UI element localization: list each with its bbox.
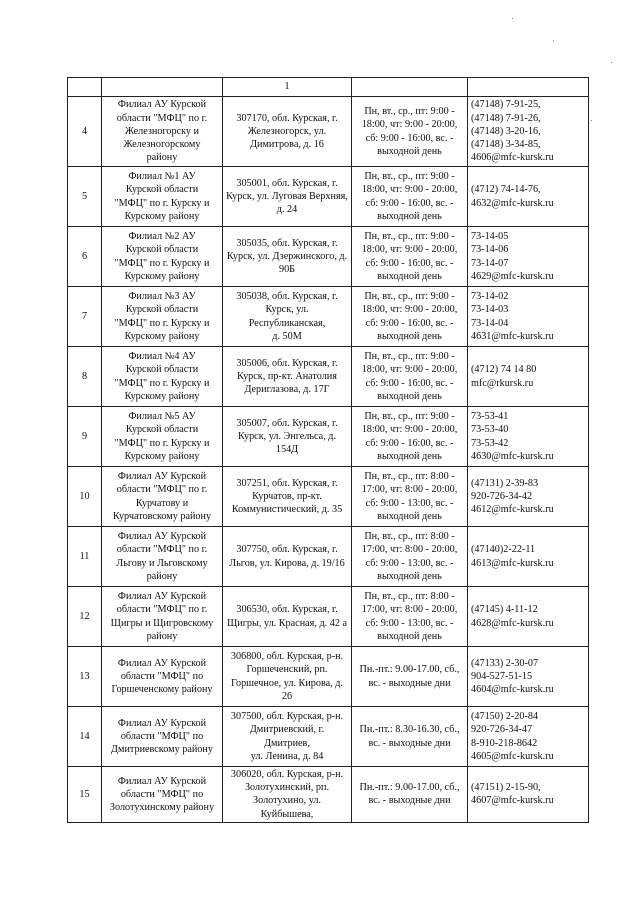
row-number: 10 <box>79 490 90 502</box>
branch-address-cell <box>223 97 352 167</box>
branch-address: 305001, обл. Курская, г. Курск, ул. Луговая Верхняя, д. 24 <box>226 177 348 216</box>
branch-contacts: 73-53-41 73-53-40 73-53-42 4630@mfc-kursk.ru <box>471 411 554 462</box>
branch-contacts: 73-14-02 73-14-03 73-14-04 4631@mfc-kursk.ru <box>471 291 554 342</box>
branch-address-cell <box>223 227 352 287</box>
branch-name-cell <box>102 647 223 707</box>
branch-contacts-cell <box>468 167 589 227</box>
branch-name-cell <box>102 707 223 767</box>
row-number-cell <box>68 467 102 527</box>
branch-name: Филиал АУ Курской области "МФЦ" по г. Железногорску и Железногорскому району <box>116 99 208 164</box>
branch-contacts: (47133) 2-30-07 904-527-51-15 4604@mfc-kursk.ru <box>471 657 554 696</box>
working-hours-cell <box>352 707 468 767</box>
branch-name: Филиал АУ Курской области "МФЦ" по Дмитриевскому району <box>111 717 213 756</box>
branch-address: 306530, обл. Курская, г. Щигры, ул. Красная, д. 42 а <box>227 604 347 629</box>
branch-contacts: (47131) 2-39-83 920-726-34-42 4612@mfc-kursk.ru <box>471 477 554 516</box>
branch-name-cell <box>102 467 223 527</box>
branch-name-cell <box>102 527 223 587</box>
working-hours-cell <box>352 647 468 707</box>
working-hours-cell <box>352 467 468 527</box>
table-row <box>68 707 589 767</box>
branch-name: Филиал АУ Курской области "МФЦ" по Золотухинскому району <box>109 775 215 813</box>
working-hours: Пн, вт., ср., пт: 9:00 - 18:00, чт: 9:00 - 20:00, сб: 9:00 - 16:00, вс. - выходной день <box>361 291 458 342</box>
working-hours-cell <box>352 587 468 647</box>
working-hours-cell <box>352 527 468 587</box>
working-hours: Пн.-пт.: 8.30-16.30, сб., вс. - выходные дни <box>359 724 460 749</box>
branch-contacts-cell <box>468 467 589 527</box>
working-hours-cell <box>352 767 468 823</box>
branch-name: Филиал АУ Курской области "МФЦ" по г. Льгову и Льговскому району <box>116 531 208 582</box>
row-number: 9 <box>81 430 88 442</box>
branch-name-cell <box>102 287 223 347</box>
row-number: 14 <box>79 730 90 742</box>
row-number-cell <box>68 227 102 287</box>
branch-name-cell <box>102 587 223 647</box>
row-number-cell <box>68 767 102 823</box>
branch-contacts: 73-14-05 73-14-06 73-14-07 4629@mfc-kursk.ru <box>471 231 554 282</box>
table-row <box>68 767 589 823</box>
row-number: 11 <box>79 550 90 562</box>
branch-contacts-cell <box>468 97 589 167</box>
branch-contacts-cell <box>468 587 589 647</box>
row-number-cell <box>68 587 102 647</box>
working-hours: Пн, вт., ср., пт: 8:00 - 17:00, чт: 8:00 - 20:00, сб: 9:00 - 13:00, вс. - выходной день <box>361 471 458 522</box>
branch-address-cell <box>223 707 352 767</box>
branch-name: Филиал №2 АУ Курской области "МФЦ" по г. Курску и Курскому району <box>114 231 210 282</box>
table-row <box>68 347 589 407</box>
branch-address: 305007, обл. Курская, г. Курск, ул. Энгельса, д. 154Д <box>236 417 338 456</box>
branch-address-cell <box>223 407 352 467</box>
table-row <box>68 167 589 227</box>
working-hours: Пн.-пт.: 9.00-17.00, сб., вс. - выходные дни <box>359 664 460 689</box>
working-hours-cell <box>352 97 468 167</box>
header-cell-index: 1 <box>223 78 352 97</box>
branch-contacts-cell <box>468 767 589 823</box>
branch-address: 307500, обл. Курская, р-н. Дмитриевский, г. Дмитриев, ул. Ленина, д. 84 <box>230 711 344 762</box>
branch-name-cell <box>102 167 223 227</box>
branch-name: Филиал №1 АУ Курской области "МФЦ" по г. Курску и Курскому району <box>114 171 210 222</box>
table-row <box>68 587 589 647</box>
branch-contacts-cell <box>468 227 589 287</box>
row-number-cell <box>68 527 102 587</box>
branch-contacts: (47145) 4-11-12 4628@mfc-kursk.ru <box>471 604 554 629</box>
branch-address: 307750, обл. Курская, г. Льгов, ул. Кирова, д. 19/16 <box>229 544 345 569</box>
header-cell-empty-3 <box>352 78 468 97</box>
branch-name: Филиал АУ Курской области "МФЦ" по г. Курчатову и Курчатовскому району <box>112 471 212 522</box>
mfc-branches-table <box>67 77 589 823</box>
branch-name: Филиал АУ Курской области "МФЦ" по Горшеченскому району <box>111 657 213 696</box>
row-number-cell <box>68 167 102 227</box>
working-hours-cell <box>352 407 468 467</box>
row-number: 13 <box>79 670 90 682</box>
table-row <box>68 407 589 467</box>
branch-name-cell <box>102 347 223 407</box>
row-number: 7 <box>81 310 88 322</box>
table-row <box>68 527 589 587</box>
branch-address: 307251, обл. Курская, г. Курчатов, пр-кт. Коммунистический, д. 35 <box>231 477 343 516</box>
working-hours: Пн, вт., ср., пт: 9:00 - 18:00, чт: 9:00 - 20:00, сб: 9:00 - 16:00, вс. - выходной день <box>361 411 458 462</box>
branch-name: Филиал АУ Курской области "МФЦ" по г. Щигры и Щигровскому району <box>110 591 214 642</box>
branch-name-cell <box>102 767 223 823</box>
branch-name-cell <box>102 407 223 467</box>
table-row <box>68 227 589 287</box>
branch-contacts: (47151) 2-15-90, 4607@mfc-kursk.ru <box>471 782 554 807</box>
row-number: 5 <box>81 190 88 202</box>
working-hours-cell <box>352 227 468 287</box>
branch-address-cell <box>223 467 352 527</box>
branch-contacts: (4712) 74-14-76, 4632@mfc-kursk.ru <box>471 184 554 209</box>
working-hours: Пн.-пт.: 9.00-17.00, сб., вс. - выходные дни <box>359 782 460 807</box>
branch-address-cell <box>223 647 352 707</box>
table-row <box>68 647 589 707</box>
branch-name: Филиал №5 АУ Курской области "МФЦ" по г. Курску и Курскому району <box>114 411 210 462</box>
branch-contacts-cell <box>468 707 589 767</box>
branch-contacts: (47140)2-22-11 4613@mfc-kursk.ru <box>471 544 554 569</box>
table-row <box>68 467 589 527</box>
branch-address-cell <box>223 287 352 347</box>
branch-address: 305038, обл. Курская, г. Курск, ул. Республиканская, д. 50М <box>236 291 338 342</box>
branch-contacts-cell <box>468 527 589 587</box>
branch-contacts-cell <box>468 347 589 407</box>
branch-address-cell <box>223 587 352 647</box>
branch-address-cell <box>223 527 352 587</box>
working-hours-cell <box>352 287 468 347</box>
branch-address: 305035, обл. Курская, г. Курск, ул. Дзержинского, д. 90Б <box>226 237 348 276</box>
row-number-cell <box>68 97 102 167</box>
row-number-cell <box>68 647 102 707</box>
table-row <box>68 287 589 347</box>
branch-contacts-cell <box>468 287 589 347</box>
branch-contacts: (4712) 74 14 80 mfc@rkursk.ru <box>471 364 537 389</box>
row-number-cell <box>68 707 102 767</box>
working-hours: Пн, вт., ср., пт: 9:00 - 18:00, чт: 9:00 - 20:00, сб: 9:00 - 16:00, вс. - выходной день <box>361 231 458 282</box>
row-number-cell <box>68 347 102 407</box>
branch-name-cell <box>102 227 223 287</box>
working-hours: Пн, вт., ср., пт: 9:00 - 18:00, чт: 9:00 - 20:00, сб: 9:00 - 16:00, вс. - выходной день <box>361 171 458 222</box>
row-number: 8 <box>81 370 88 382</box>
header-cell-empty-1 <box>68 78 102 97</box>
header-cell-empty-4 <box>468 78 589 97</box>
table-header-row <box>68 78 589 97</box>
working-hours: Пн, вт., ср., пт: 8:00 - 17:00, чт: 8:00 - 20:00, сб: 9:00 - 13:00, вс. - выходной день <box>361 591 458 642</box>
branch-name: Филиал №4 АУ Курской области "МФЦ" по г. Курску и Курскому району <box>114 351 210 402</box>
working-hours: Пн, вт., ср., пт: 9:00 - 18:00, чт: 9:00 - 20:00, сб: 9:00 - 16:00, вс. - выходной день <box>361 106 458 157</box>
branch-address-cell <box>223 767 352 823</box>
branch-address: 307170, обл. Курская, г. Железногорск, ул. Димитрова, д. 16 <box>236 112 338 151</box>
working-hours-cell <box>352 347 468 407</box>
working-hours-cell <box>352 167 468 227</box>
table-row <box>68 97 589 167</box>
row-number-cell <box>68 407 102 467</box>
branch-address-cell <box>223 347 352 407</box>
branch-contacts: (47150) 2-20-84 920-726-34-47 8-910-218-8642 4605@mfc-kursk.ru <box>471 711 554 762</box>
row-number-cell <box>68 287 102 347</box>
branch-address-cell <box>223 167 352 227</box>
working-hours: Пн, вт., ср., пт: 8:00 - 17:00, чт: 8:00 - 20:00, сб: 9:00 - 13:00, вс. - выходной день <box>361 531 458 582</box>
branch-address: 306020, обл. Курская, р-н. Золотухинский, рп. Золотухино, ул. Куйбышева, <box>230 769 344 820</box>
branch-address: 306800, обл. Курская, р-н. Горшеченский, рп. Горшечное, ул. Кирова, д. 26 <box>230 651 344 702</box>
branch-name-cell <box>102 97 223 167</box>
branch-name: Филиал №3 АУ Курской области "МФЦ" по г. Курску и Курскому району <box>114 291 210 342</box>
branch-contacts-cell <box>468 407 589 467</box>
row-number: 4 <box>81 125 88 137</box>
row-number: 6 <box>81 250 88 262</box>
branch-contacts: (47148) 7-91-25, (47148) 7-91-26, (47148) 3-20-16, (47148) 3-34-85, 4606@mfc-kursk.ru <box>471 99 554 164</box>
branch-contacts-cell <box>468 647 589 707</box>
row-number: 12 <box>79 610 90 622</box>
branch-address: 305006, обл. Курская, г. Курск, пр-кт. Анатолия Дериглазова, д. 17Г <box>236 357 338 396</box>
row-number: 15 <box>79 788 90 800</box>
header-cell-empty-2 <box>102 78 223 97</box>
working-hours: Пн, вт., ср., пт: 9:00 - 18:00, чт: 9:00 - 20:00, сб: 9:00 - 16:00, вс. - выходной день <box>361 351 458 402</box>
